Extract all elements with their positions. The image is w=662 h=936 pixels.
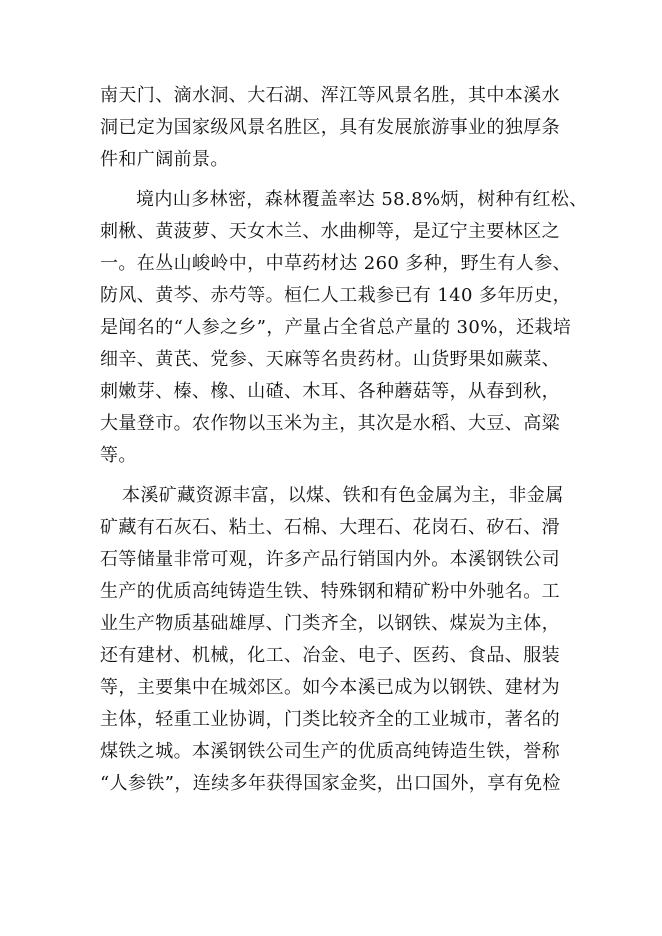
paragraph-forest [100,184,588,472]
paragraph-gap [100,176,560,184]
text-line: 煤铁之城。本溪钢铁公司生产的优质高纯铸造生铁，誉称 [100,741,560,762]
text-line: 等，主要集中在城郊区。如今本溪已成为以钢铁、建材为 [100,677,560,698]
text-line: 本溪矿藏资源丰富，以煤、铁和有色金属为主，非金属 [122,485,564,506]
text-line: 一。在丛山峻岭中，中草药材达 260 多种，野生有人参、 [100,253,571,274]
text-line: “人参铁”，连续多年获得国家金奖，出口国外，享有免检 [100,773,561,794]
text-line: 洞已定为国家级风景名胜区，具有发展旅游事业的独厚条 [100,117,560,138]
text-line: 刺楸、黄菠萝、天女木兰、水曲柳等，是辽宁主要林区之 [100,221,560,242]
document-page [100,80,588,800]
text-line: 矿藏有石灰石、粘土、石棉、大理石、花岗石、矽石、滑 [100,517,560,538]
text-line: 防风、黄芩、赤芍等。桓仁人工栽参已有 140 多年历史， [100,285,571,306]
paragraph-minerals [100,480,564,800]
text-line: 是闻名的“人参之乡”，产量占全省总产量的 30%，还栽培 [100,317,572,338]
text-line: 生产的优质高纯铸造生铁、特殊钢和精矿粉中外驰名。工 [100,581,560,602]
text-line: 件和广阔前景。 [100,149,229,170]
text-line: 刺嫩芽、榛、橡、山碴、木耳、各种蘑菇等，从春到秋， [100,381,560,402]
text-line: 还有建材、机械，化工、冶金、电子、医药、食品、服装 [100,645,560,666]
text-line: 主体，轻重工业协调，门类比较齐全的工业城市，著名的 [100,709,560,730]
text-line: 等。 [100,445,137,466]
paragraph-scenic [100,80,560,176]
text-line: 石等储量非常可观，许多产品行销国内外。本溪钢铁公司 [100,549,560,570]
text-line: 南天门、滴水洞、大石湖、浑江等风景名胜，其中本溪水 [100,85,560,106]
text-line: 细辛、黄芪、党参、天麻等名贵药材。山货野果如蕨菜、 [100,349,560,370]
text-line: 大量登市。农作物以玉米为主，其次是水稻、大豆、高粱 [100,413,560,434]
text-line: 境内山多林密，森林覆盖率达 58.8%炳，树种有红松、 [136,189,588,210]
text-line: 业生产物质基础雄厚、门类齐全，以钢铁、煤炭为主体， [100,613,560,634]
paragraph-gap [100,472,560,480]
